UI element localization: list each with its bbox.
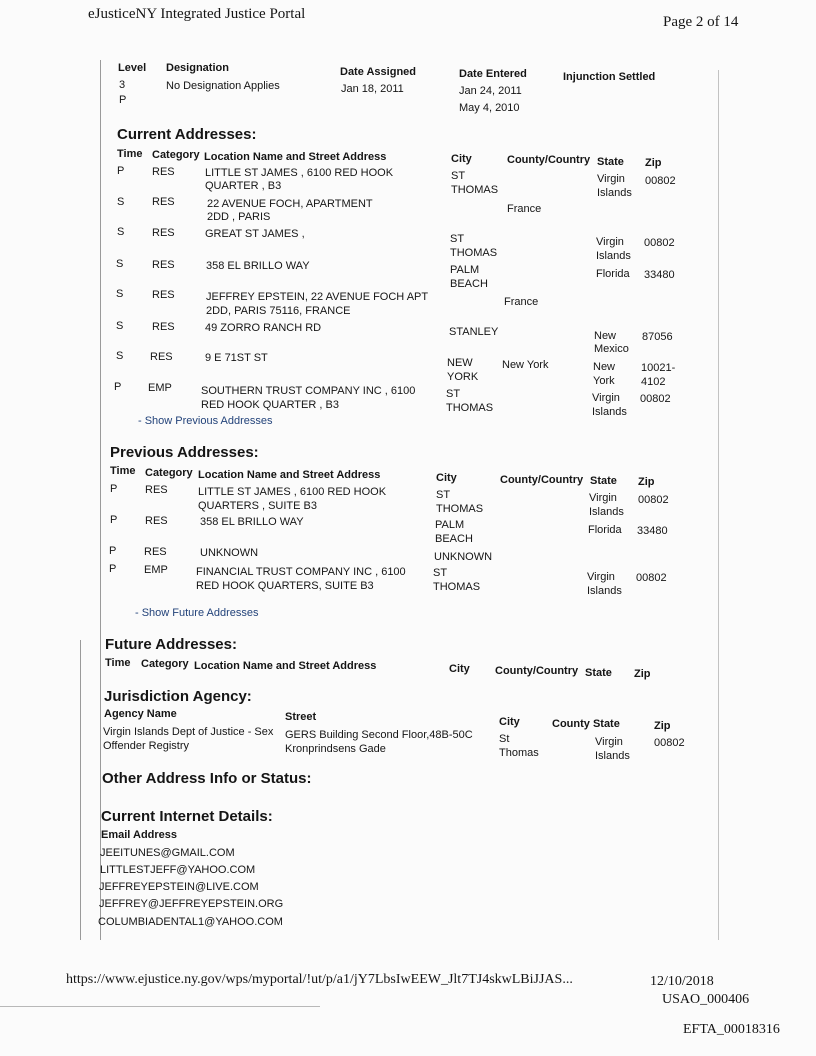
city-line: BEACH xyxy=(450,278,488,290)
current-addresses-heading: Current Addresses: xyxy=(117,126,257,143)
date-entered-value: Jan 24, 2011 xyxy=(459,85,522,97)
category-cell: RES xyxy=(145,484,168,496)
city-line: St xyxy=(499,733,510,745)
address-line: FINANCIAL TRUST COMPANY INC , 6100 xyxy=(196,566,406,578)
city-header: City xyxy=(499,716,520,728)
city-line: ST xyxy=(450,233,465,245)
zip-line: 00802 xyxy=(640,393,671,405)
date-assigned-value: Jan 18, 2011 xyxy=(341,83,404,95)
zip-line: 4102 xyxy=(641,376,666,388)
email-item: JEFFREY@JEFFREYEPSTEIN.ORG xyxy=(99,898,284,910)
address-line: RED HOOK QUARTERS, SUITE B3 xyxy=(196,580,374,592)
zip-line: 00802 xyxy=(636,572,667,584)
previous-addresses-heading: Previous Addresses: xyxy=(110,444,259,461)
county-column-header: County/Country xyxy=(507,154,591,166)
designation-header: Designation xyxy=(166,62,229,74)
zip-line: 10021- xyxy=(641,362,676,374)
zip-line: 00802 xyxy=(645,175,676,187)
address-line: 2DD, PARIS 75116, FRANCE xyxy=(206,305,351,317)
zip-column-header: Zip xyxy=(634,668,651,680)
zip-header: Zip xyxy=(654,720,671,732)
street-line: Kronprindsens Gade xyxy=(285,743,386,755)
state-column-header: State xyxy=(585,667,612,679)
address-line: GREAT ST JAMES , xyxy=(205,228,305,240)
city-line: YORK xyxy=(447,371,479,383)
agency-name-line: Offender Registry xyxy=(103,740,190,752)
show-future-addresses-link[interactable]: - Show Future Addresses xyxy=(135,607,259,619)
injunction-header: Injunction Settled xyxy=(563,71,656,83)
date-assigned-header: Date Assigned xyxy=(340,66,417,78)
address-line: 2DD , PARIS xyxy=(207,211,271,223)
city-line: ST xyxy=(436,489,451,501)
time-cell: S xyxy=(117,196,125,208)
state-line: Mexico xyxy=(594,343,629,355)
state-line: Virgin xyxy=(595,736,623,748)
date-entered-header: Date Entered xyxy=(459,68,527,80)
email-item: JEFFREYEPSTEIN@LIVE.COM xyxy=(99,881,259,893)
address-line: 22 AVENUE FOCH, APARTMENT xyxy=(207,198,373,210)
address-line: 358 EL BRILLO WAY xyxy=(206,260,310,272)
bates-number: USAO_000406 xyxy=(662,992,750,1007)
address-line: UNKNOWN xyxy=(200,547,259,559)
state-line: Virgin xyxy=(592,392,620,404)
state-line: Virgin xyxy=(597,173,625,185)
designation-value: No Designation Applies xyxy=(166,80,280,92)
efta-number: EFTA_00018316 xyxy=(683,1022,780,1037)
state-line: Florida xyxy=(588,524,622,536)
city-line: NEW xyxy=(447,357,473,369)
time-cell: P xyxy=(109,563,117,575)
state-line: Islands xyxy=(587,585,622,597)
category-cell: RES xyxy=(152,166,175,178)
county-cell: France xyxy=(504,296,539,308)
zip-column-header: Zip xyxy=(645,157,662,169)
location-column-header: Location Name and Street Address xyxy=(194,660,377,672)
time-cell: P xyxy=(110,514,118,526)
state-line: Islands xyxy=(592,406,627,418)
category-column-header: Category xyxy=(141,658,189,670)
city-line: STANLEY xyxy=(449,326,499,338)
time-cell: P xyxy=(110,483,118,495)
address-line: JEFFREY EPSTEIN, 22 AVENUE FOCH APT xyxy=(206,291,429,303)
city-line: THOMAS xyxy=(450,247,498,259)
city-line: PALM xyxy=(450,264,480,276)
state-line: Islands xyxy=(589,506,624,518)
city-line: THOMAS xyxy=(446,402,494,414)
city-line: THOMAS xyxy=(451,184,499,196)
time-cell: P xyxy=(117,165,125,177)
category-cell: RES xyxy=(150,351,173,363)
page-number: Page 2 of 14 xyxy=(663,14,739,30)
agency-name-header: Agency Name xyxy=(104,708,177,720)
city-line: UNKNOWN xyxy=(434,551,493,563)
portal-title: eJusticeNY Integrated Justice Portal xyxy=(88,6,306,22)
category-cell: EMP xyxy=(144,564,168,576)
category-cell: RES xyxy=(144,546,167,558)
state-line: Islands xyxy=(597,187,632,199)
category-cell: RES xyxy=(152,227,175,239)
state-line: Virgin xyxy=(587,571,615,583)
city-column-header: City xyxy=(451,153,472,165)
address-line: QUARTER , B3 xyxy=(205,180,282,192)
time-cell: P xyxy=(109,545,117,557)
zip-line: 00802 xyxy=(644,237,675,249)
time-cell: P xyxy=(114,381,122,393)
show-previous-addresses-link[interactable]: - Show Previous Addresses xyxy=(138,415,273,427)
state-line: Florida xyxy=(596,268,630,280)
location-column-header: Location Name and Street Address xyxy=(204,151,387,163)
street-line: GERS Building Second Floor,48B-50C xyxy=(285,729,473,741)
agency-name-line: Virgin Islands Dept of Justice - Sex xyxy=(103,726,274,738)
category-cell: RES xyxy=(145,515,168,527)
level-value: P xyxy=(119,94,127,106)
email-address-label: Email Address xyxy=(101,829,178,841)
time-cell: S xyxy=(116,350,124,362)
left-margin-line-lower xyxy=(80,640,81,940)
county-cell: New York xyxy=(502,359,549,371)
footer-date: 12/10/2018 xyxy=(650,974,714,989)
zip-column-header: Zip xyxy=(638,476,655,488)
level-header: Level xyxy=(118,62,147,74)
email-item: JEEITUNES@GMAIL.COM xyxy=(100,847,235,859)
city-line: THOMAS xyxy=(436,503,484,515)
zip-line: 33480 xyxy=(644,269,675,281)
email-item: COLUMBIADENTAL1@YAHOO.COM xyxy=(98,916,283,928)
state-column-header: State xyxy=(597,156,624,168)
city-line: PALM xyxy=(435,519,465,531)
city-line: Thomas xyxy=(499,747,539,759)
address-line: LITTLE ST JAMES , 6100 RED HOOK xyxy=(205,167,394,179)
city-line: BEACH xyxy=(435,533,473,545)
jurisdiction-agency-heading: Jurisdiction Agency: xyxy=(104,688,252,705)
state-line: New xyxy=(594,330,617,342)
address-line: 358 EL BRILLO WAY xyxy=(200,516,304,528)
state-line: Islands xyxy=(596,250,631,262)
other-address-info-heading: Other Address Info or Status: xyxy=(102,770,312,787)
future-addresses-heading: Future Addresses: xyxy=(105,636,237,653)
state-line: New xyxy=(593,361,616,373)
category-column-header: Category xyxy=(145,467,193,479)
county-cell: France xyxy=(507,203,542,215)
city-column-header: City xyxy=(436,472,457,484)
footer-url: https://www.ejustice.ny.gov/wps/myportal/!ut/p/a1/jY7LbsIwEEW_Jlt7TJ4skwLBiJJAS... xyxy=(66,972,573,987)
county-state-header: County State xyxy=(552,718,620,730)
state-line: Virgin xyxy=(589,492,617,504)
time-column-header: Time xyxy=(110,465,136,477)
county-column-header: County/Country xyxy=(495,665,579,677)
right-margin-line xyxy=(718,70,719,940)
county-column-header: County/Country xyxy=(500,474,584,486)
category-column-header: Category xyxy=(152,149,200,161)
address-line: LITTLE ST JAMES , 6100 RED HOOK xyxy=(198,486,387,498)
category-cell: EMP xyxy=(148,382,172,394)
address-line: 9 E 71ST ST xyxy=(205,352,268,364)
time-cell: S xyxy=(117,226,125,238)
time-cell: S xyxy=(116,288,124,300)
state-column-header: State xyxy=(590,475,617,487)
city-line: ST xyxy=(433,567,448,579)
zip-line: 33480 xyxy=(637,525,668,537)
city-column-header: City xyxy=(449,663,470,675)
time-column-header: Time xyxy=(105,657,131,669)
city-line: ST xyxy=(451,170,466,182)
state-line: York xyxy=(593,375,615,387)
time-cell: S xyxy=(116,258,124,270)
zip-line: 00802 xyxy=(638,494,669,506)
state-line: Virgin xyxy=(596,236,624,248)
time-cell: S xyxy=(116,320,124,332)
email-item: LITTLESTJEFF@YAHOO.COM xyxy=(100,864,256,876)
category-cell: RES xyxy=(152,321,175,333)
state-line: Islands xyxy=(595,750,630,762)
category-cell: RES xyxy=(152,289,175,301)
zip-line: 87056 xyxy=(642,331,673,343)
city-line: THOMAS xyxy=(433,581,481,593)
internet-details-heading: Current Internet Details: xyxy=(101,808,273,825)
address-line: RED HOOK QUARTER , B3 xyxy=(201,399,339,411)
level-value: 3 xyxy=(119,79,126,91)
zip-cell: 00802 xyxy=(654,737,685,749)
time-column-header: Time xyxy=(117,148,143,160)
address-line: SOUTHERN TRUST COMPANY INC , 6100 xyxy=(201,385,416,397)
city-line: ST xyxy=(446,388,461,400)
street-header: Street xyxy=(285,711,317,723)
footer-divider xyxy=(0,1006,320,1007)
address-line: 49 ZORRO RANCH RD xyxy=(205,322,322,334)
location-column-header: Location Name and Street Address xyxy=(198,469,381,481)
address-line: QUARTERS , SUITE B3 xyxy=(198,500,317,512)
category-cell: RES xyxy=(152,196,175,208)
date-entered-value: May 4, 2010 xyxy=(459,102,520,114)
category-cell: RES xyxy=(152,259,175,271)
